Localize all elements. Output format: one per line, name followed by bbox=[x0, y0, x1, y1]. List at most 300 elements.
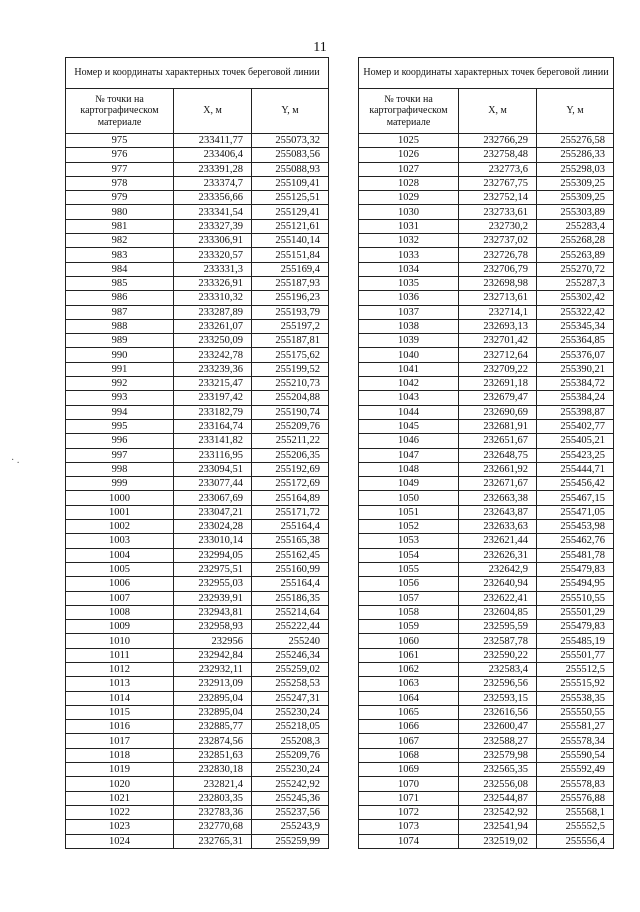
point-number-cell: 1003 bbox=[66, 534, 174, 548]
table-row bbox=[359, 677, 614, 691]
table-row bbox=[359, 391, 614, 405]
y-coordinate-cell: 255515,92 bbox=[537, 677, 614, 691]
x-coordinate-cell: 232955,03 bbox=[174, 577, 252, 591]
y-coordinate-cell: 255197,2 bbox=[252, 319, 329, 333]
x-coordinate-cell: 232773,6 bbox=[459, 162, 537, 176]
y-coordinate-cell: 255453,98 bbox=[537, 520, 614, 534]
x-coordinate-cell: 232932,11 bbox=[174, 662, 252, 676]
table-row bbox=[66, 720, 329, 734]
x-coordinate-cell: 232583,4 bbox=[459, 662, 537, 676]
y-coordinate-cell: 255109,41 bbox=[252, 176, 329, 190]
point-number-cell: 1050 bbox=[359, 491, 459, 505]
x-coordinate-cell: 233215,47 bbox=[174, 377, 252, 391]
column-header-x: X, м bbox=[459, 89, 537, 134]
table-row bbox=[359, 348, 614, 362]
x-coordinate-cell: 232595,59 bbox=[459, 620, 537, 634]
table-row bbox=[359, 291, 614, 305]
y-coordinate-cell: 255485,19 bbox=[537, 634, 614, 648]
y-coordinate-cell: 255214,64 bbox=[252, 605, 329, 619]
table-row bbox=[359, 577, 614, 591]
table-row bbox=[359, 219, 614, 233]
x-coordinate-cell: 232544,87 bbox=[459, 791, 537, 805]
y-coordinate-cell: 255160,99 bbox=[252, 562, 329, 576]
x-coordinate-cell: 232994,05 bbox=[174, 548, 252, 562]
table-row bbox=[66, 205, 329, 219]
y-coordinate-cell: 255186,35 bbox=[252, 591, 329, 605]
coordinates-table-right bbox=[358, 57, 614, 849]
y-coordinate-cell: 255237,56 bbox=[252, 805, 329, 819]
x-coordinate-cell: 233116,95 bbox=[174, 448, 252, 462]
y-coordinate-cell: 255218,05 bbox=[252, 720, 329, 734]
table-row bbox=[66, 334, 329, 348]
x-coordinate-cell: 232943,81 bbox=[174, 605, 252, 619]
y-coordinate-cell: 255578,83 bbox=[537, 777, 614, 791]
x-coordinate-cell: 232648,75 bbox=[459, 448, 537, 462]
y-coordinate-cell: 255210,73 bbox=[252, 377, 329, 391]
point-number-cell: 1011 bbox=[66, 648, 174, 662]
table-row bbox=[359, 448, 614, 462]
y-coordinate-cell: 255151,84 bbox=[252, 248, 329, 262]
x-coordinate-cell: 233094,51 bbox=[174, 462, 252, 476]
x-coordinate-cell: 232588,27 bbox=[459, 734, 537, 748]
y-coordinate-cell: 255129,41 bbox=[252, 205, 329, 219]
x-coordinate-cell: 232633,63 bbox=[459, 520, 537, 534]
table-row bbox=[66, 520, 329, 534]
point-number-cell: 1040 bbox=[359, 348, 459, 362]
y-coordinate-cell: 255196,23 bbox=[252, 291, 329, 305]
y-coordinate-cell: 255286,33 bbox=[537, 148, 614, 162]
point-number-cell: 1048 bbox=[359, 462, 459, 476]
y-coordinate-cell: 255268,28 bbox=[537, 234, 614, 248]
y-coordinate-cell: 255193,79 bbox=[252, 305, 329, 319]
point-number-cell: 1009 bbox=[66, 620, 174, 634]
point-number-cell: 1045 bbox=[359, 419, 459, 433]
x-coordinate-cell: 232593,15 bbox=[459, 691, 537, 705]
point-number-cell: 990 bbox=[66, 348, 174, 362]
table-row bbox=[66, 391, 329, 405]
point-number-cell: 1038 bbox=[359, 319, 459, 333]
y-coordinate-cell: 255390,21 bbox=[537, 362, 614, 376]
y-coordinate-cell: 255259,99 bbox=[252, 834, 329, 848]
table-row bbox=[66, 634, 329, 648]
x-coordinate-cell: 233326,91 bbox=[174, 276, 252, 290]
table-row bbox=[359, 777, 614, 791]
point-number-cell: 1057 bbox=[359, 591, 459, 605]
y-coordinate-cell: 255164,89 bbox=[252, 491, 329, 505]
point-number-cell: 1020 bbox=[66, 777, 174, 791]
point-number-cell: 980 bbox=[66, 205, 174, 219]
x-coordinate-cell: 232519,02 bbox=[459, 834, 537, 848]
x-coordinate-cell: 232541,94 bbox=[459, 820, 537, 834]
table-row bbox=[359, 276, 614, 290]
x-coordinate-cell: 232885,77 bbox=[174, 720, 252, 734]
x-coordinate-cell: 232579,98 bbox=[459, 748, 537, 762]
table-row bbox=[359, 634, 614, 648]
point-number-cell: 1073 bbox=[359, 820, 459, 834]
x-coordinate-cell: 232565,35 bbox=[459, 763, 537, 777]
table-row bbox=[66, 191, 329, 205]
point-number-cell: 987 bbox=[66, 305, 174, 319]
x-coordinate-cell: 232651,67 bbox=[459, 434, 537, 448]
y-coordinate-cell: 255121,61 bbox=[252, 219, 329, 233]
x-coordinate-cell: 232671,67 bbox=[459, 477, 537, 491]
x-coordinate-cell: 233261,07 bbox=[174, 319, 252, 333]
scan-mark: · . bbox=[11, 455, 20, 466]
table-row bbox=[359, 334, 614, 348]
y-coordinate-cell: 255088,93 bbox=[252, 162, 329, 176]
x-coordinate-cell: 233182,79 bbox=[174, 405, 252, 419]
point-number-cell: 1047 bbox=[359, 448, 459, 462]
point-number-cell: 1067 bbox=[359, 734, 459, 748]
table-row bbox=[359, 763, 614, 777]
y-coordinate-cell: 255471,05 bbox=[537, 505, 614, 519]
y-coordinate-cell: 255481,78 bbox=[537, 548, 614, 562]
y-coordinate-cell: 255398,87 bbox=[537, 405, 614, 419]
y-coordinate-cell: 255303,89 bbox=[537, 205, 614, 219]
table-row bbox=[359, 591, 614, 605]
point-number-cell: 1030 bbox=[359, 205, 459, 219]
x-coordinate-cell: 232663,38 bbox=[459, 491, 537, 505]
y-coordinate-cell: 255592,49 bbox=[537, 763, 614, 777]
table-row bbox=[66, 148, 329, 162]
x-coordinate-cell: 232661,92 bbox=[459, 462, 537, 476]
column-header-point: № точки на картографическом материале bbox=[359, 89, 459, 134]
y-coordinate-cell: 255169,4 bbox=[252, 262, 329, 276]
point-number-cell: 994 bbox=[66, 405, 174, 419]
table-row bbox=[66, 791, 329, 805]
table-row bbox=[359, 176, 614, 190]
y-coordinate-cell: 255206,35 bbox=[252, 448, 329, 462]
y-coordinate-cell: 255556,4 bbox=[537, 834, 614, 848]
x-coordinate-cell: 232730,2 bbox=[459, 219, 537, 233]
y-coordinate-cell: 255512,5 bbox=[537, 662, 614, 676]
x-coordinate-cell: 232706,79 bbox=[459, 262, 537, 276]
point-number-cell: 1037 bbox=[359, 305, 459, 319]
point-number-cell: 1021 bbox=[66, 791, 174, 805]
point-number-cell: 1061 bbox=[359, 648, 459, 662]
y-coordinate-cell: 255187,93 bbox=[252, 276, 329, 290]
y-coordinate-cell: 255402,77 bbox=[537, 419, 614, 433]
point-number-cell: 1033 bbox=[359, 248, 459, 262]
table-row bbox=[359, 705, 614, 719]
point-number-cell: 1068 bbox=[359, 748, 459, 762]
x-coordinate-cell: 232737,02 bbox=[459, 234, 537, 248]
table-row bbox=[66, 434, 329, 448]
y-coordinate-cell: 255322,42 bbox=[537, 305, 614, 319]
x-coordinate-cell: 232616,56 bbox=[459, 705, 537, 719]
point-number-cell: 999 bbox=[66, 477, 174, 491]
y-coordinate-cell: 255568,1 bbox=[537, 805, 614, 819]
table-row bbox=[359, 377, 614, 391]
x-coordinate-cell: 232770,68 bbox=[174, 820, 252, 834]
y-coordinate-cell: 255462,76 bbox=[537, 534, 614, 548]
x-coordinate-cell: 232758,48 bbox=[459, 148, 537, 162]
point-number-cell: 1022 bbox=[66, 805, 174, 819]
y-coordinate-cell: 255172,69 bbox=[252, 477, 329, 491]
table-row bbox=[66, 262, 329, 276]
table-row bbox=[359, 248, 614, 262]
y-coordinate-cell: 255345,34 bbox=[537, 319, 614, 333]
point-number-cell: 1054 bbox=[359, 548, 459, 562]
point-number-cell: 1027 bbox=[359, 162, 459, 176]
y-coordinate-cell: 255211,22 bbox=[252, 434, 329, 448]
y-coordinate-cell: 255230,24 bbox=[252, 705, 329, 719]
x-coordinate-cell: 233356,66 bbox=[174, 191, 252, 205]
x-coordinate-cell: 232765,31 bbox=[174, 834, 252, 848]
table-row bbox=[359, 205, 614, 219]
y-coordinate-cell: 255444,71 bbox=[537, 462, 614, 476]
y-coordinate-cell: 255590,54 bbox=[537, 748, 614, 762]
x-coordinate-cell: 232590,22 bbox=[459, 648, 537, 662]
x-coordinate-cell: 232821,4 bbox=[174, 777, 252, 791]
x-coordinate-cell: 232733,61 bbox=[459, 205, 537, 219]
point-number-cell: 1042 bbox=[359, 377, 459, 391]
y-coordinate-cell: 255165,38 bbox=[252, 534, 329, 548]
x-coordinate-cell: 232712,64 bbox=[459, 348, 537, 362]
table-row bbox=[359, 405, 614, 419]
table-row bbox=[66, 348, 329, 362]
table-row bbox=[359, 691, 614, 705]
point-number-cell: 1034 bbox=[359, 262, 459, 276]
point-number-cell: 1043 bbox=[359, 391, 459, 405]
table-row bbox=[66, 748, 329, 762]
y-coordinate-cell: 255276,58 bbox=[537, 134, 614, 148]
table-row bbox=[66, 591, 329, 605]
table-row bbox=[359, 305, 614, 319]
point-number-cell: 997 bbox=[66, 448, 174, 462]
x-coordinate-cell: 233164,74 bbox=[174, 419, 252, 433]
y-coordinate-cell: 255164,4 bbox=[252, 577, 329, 591]
table-row bbox=[66, 677, 329, 691]
table-row bbox=[359, 620, 614, 634]
x-coordinate-cell: 232783,36 bbox=[174, 805, 252, 819]
y-coordinate-cell: 255240 bbox=[252, 634, 329, 648]
table-row bbox=[359, 148, 614, 162]
table-row bbox=[359, 648, 614, 662]
table-row bbox=[66, 548, 329, 562]
table-row bbox=[66, 562, 329, 576]
y-coordinate-cell: 255376,07 bbox=[537, 348, 614, 362]
point-number-cell: 978 bbox=[66, 176, 174, 190]
table-row bbox=[66, 805, 329, 819]
y-coordinate-cell: 255467,15 bbox=[537, 491, 614, 505]
y-coordinate-cell: 255243,9 bbox=[252, 820, 329, 834]
x-coordinate-cell: 232766,29 bbox=[459, 134, 537, 148]
x-coordinate-cell: 233406,4 bbox=[174, 148, 252, 162]
table-row bbox=[359, 434, 614, 448]
point-number-cell: 1074 bbox=[359, 834, 459, 848]
table-row bbox=[359, 534, 614, 548]
x-coordinate-cell: 232895,04 bbox=[174, 691, 252, 705]
table-row bbox=[359, 562, 614, 576]
y-coordinate-cell: 255550,55 bbox=[537, 705, 614, 719]
table-row bbox=[359, 191, 614, 205]
x-coordinate-cell: 232604,85 bbox=[459, 605, 537, 619]
x-coordinate-cell: 233141,82 bbox=[174, 434, 252, 448]
x-coordinate-cell: 233310,32 bbox=[174, 291, 252, 305]
y-coordinate-cell: 255208,3 bbox=[252, 734, 329, 748]
table-row bbox=[66, 419, 329, 433]
table-row bbox=[359, 362, 614, 376]
x-coordinate-cell: 233010,14 bbox=[174, 534, 252, 548]
y-coordinate-cell: 255083,56 bbox=[252, 148, 329, 162]
point-number-cell: 1072 bbox=[359, 805, 459, 819]
point-number-cell: 998 bbox=[66, 462, 174, 476]
y-coordinate-cell: 255283,4 bbox=[537, 219, 614, 233]
table-row bbox=[66, 477, 329, 491]
table-row bbox=[66, 605, 329, 619]
point-number-cell: 1059 bbox=[359, 620, 459, 634]
y-coordinate-cell: 255309,25 bbox=[537, 176, 614, 190]
x-coordinate-cell: 232622,41 bbox=[459, 591, 537, 605]
y-coordinate-cell: 255576,88 bbox=[537, 791, 614, 805]
table-row bbox=[359, 820, 614, 834]
point-number-cell: 1016 bbox=[66, 720, 174, 734]
y-coordinate-cell: 255456,42 bbox=[537, 477, 614, 491]
x-coordinate-cell: 232679,47 bbox=[459, 391, 537, 405]
table-row bbox=[66, 691, 329, 705]
point-number-cell: 1062 bbox=[359, 662, 459, 676]
point-number-cell: 1058 bbox=[359, 605, 459, 619]
x-coordinate-cell: 232726,78 bbox=[459, 248, 537, 262]
point-number-cell: 1063 bbox=[359, 677, 459, 691]
table-row bbox=[359, 462, 614, 476]
column-header-x: X, м bbox=[174, 89, 252, 134]
x-coordinate-cell: 232626,31 bbox=[459, 548, 537, 562]
x-coordinate-cell: 232956 bbox=[174, 634, 252, 648]
point-number-cell: 1049 bbox=[359, 477, 459, 491]
y-coordinate-cell: 255298,03 bbox=[537, 162, 614, 176]
x-coordinate-cell: 232939,91 bbox=[174, 591, 252, 605]
x-coordinate-cell: 232942,84 bbox=[174, 648, 252, 662]
point-number-cell: 1001 bbox=[66, 505, 174, 519]
column-header-point: № точки на картографическом материале bbox=[66, 89, 174, 134]
x-coordinate-cell: 232600,47 bbox=[459, 720, 537, 734]
table-row bbox=[66, 377, 329, 391]
y-coordinate-cell: 255479,83 bbox=[537, 620, 614, 634]
point-number-cell: 1018 bbox=[66, 748, 174, 762]
x-coordinate-cell: 232851,63 bbox=[174, 748, 252, 762]
point-number-cell: 1017 bbox=[66, 734, 174, 748]
x-coordinate-cell: 233391,28 bbox=[174, 162, 252, 176]
point-number-cell: 1044 bbox=[359, 405, 459, 419]
x-coordinate-cell: 233287,89 bbox=[174, 305, 252, 319]
x-coordinate-cell: 233374,7 bbox=[174, 176, 252, 190]
x-coordinate-cell: 232643,87 bbox=[459, 505, 537, 519]
table-row bbox=[359, 491, 614, 505]
point-number-cell: 986 bbox=[66, 291, 174, 305]
x-coordinate-cell: 232752,14 bbox=[459, 191, 537, 205]
table-row bbox=[66, 305, 329, 319]
table-row bbox=[66, 276, 329, 290]
x-coordinate-cell: 233239,36 bbox=[174, 362, 252, 376]
point-number-cell: 984 bbox=[66, 262, 174, 276]
x-coordinate-cell: 232913,09 bbox=[174, 677, 252, 691]
point-number-cell: 981 bbox=[66, 219, 174, 233]
x-coordinate-cell: 232895,04 bbox=[174, 705, 252, 719]
table-row bbox=[66, 462, 329, 476]
point-number-cell: 1056 bbox=[359, 577, 459, 591]
table-row bbox=[66, 219, 329, 233]
x-coordinate-cell: 233077,44 bbox=[174, 477, 252, 491]
point-number-cell: 988 bbox=[66, 319, 174, 333]
x-coordinate-cell: 232701,42 bbox=[459, 334, 537, 348]
y-coordinate-cell: 255242,92 bbox=[252, 777, 329, 791]
y-coordinate-cell: 255204,88 bbox=[252, 391, 329, 405]
table-row bbox=[66, 134, 329, 148]
x-coordinate-cell: 233067,69 bbox=[174, 491, 252, 505]
y-coordinate-cell: 255302,42 bbox=[537, 291, 614, 305]
table-row bbox=[359, 734, 614, 748]
x-coordinate-cell: 233327,39 bbox=[174, 219, 252, 233]
point-number-cell: 1005 bbox=[66, 562, 174, 576]
table-row bbox=[66, 820, 329, 834]
table-row bbox=[359, 791, 614, 805]
table-row bbox=[66, 491, 329, 505]
y-coordinate-cell: 255364,85 bbox=[537, 334, 614, 348]
table-row bbox=[66, 362, 329, 376]
y-coordinate-cell: 255501,29 bbox=[537, 605, 614, 619]
point-number-cell: 1069 bbox=[359, 763, 459, 777]
column-header-y: Y, м bbox=[252, 89, 329, 134]
x-coordinate-cell: 233024,28 bbox=[174, 520, 252, 534]
point-number-cell: 1002 bbox=[66, 520, 174, 534]
x-coordinate-cell: 232803,35 bbox=[174, 791, 252, 805]
point-number-cell: 982 bbox=[66, 234, 174, 248]
x-coordinate-cell: 233331,3 bbox=[174, 262, 252, 276]
x-coordinate-cell: 232621,44 bbox=[459, 534, 537, 548]
point-number-cell: 1028 bbox=[359, 176, 459, 190]
table-row bbox=[66, 534, 329, 548]
x-coordinate-cell: 232681,91 bbox=[459, 419, 537, 433]
point-number-cell: 1070 bbox=[359, 777, 459, 791]
table-row bbox=[359, 605, 614, 619]
point-number-cell: 1014 bbox=[66, 691, 174, 705]
y-coordinate-cell: 255263,89 bbox=[537, 248, 614, 262]
y-coordinate-cell: 255245,36 bbox=[252, 791, 329, 805]
y-coordinate-cell: 255209,76 bbox=[252, 748, 329, 762]
x-coordinate-cell: 233242,78 bbox=[174, 348, 252, 362]
y-coordinate-cell: 255258,53 bbox=[252, 677, 329, 691]
point-number-cell: 1052 bbox=[359, 520, 459, 534]
x-coordinate-cell: 232767,75 bbox=[459, 176, 537, 190]
point-number-cell: 1066 bbox=[359, 720, 459, 734]
point-number-cell: 1031 bbox=[359, 219, 459, 233]
x-coordinate-cell: 232587,78 bbox=[459, 634, 537, 648]
point-number-cell: 1055 bbox=[359, 562, 459, 576]
point-number-cell: 1019 bbox=[66, 763, 174, 777]
table-row bbox=[66, 763, 329, 777]
y-coordinate-cell: 255479,83 bbox=[537, 562, 614, 576]
table-row bbox=[359, 748, 614, 762]
table-row bbox=[359, 720, 614, 734]
table-row bbox=[359, 805, 614, 819]
point-number-cell: 1036 bbox=[359, 291, 459, 305]
y-coordinate-cell: 255073,32 bbox=[252, 134, 329, 148]
point-number-cell: 1010 bbox=[66, 634, 174, 648]
point-number-cell: 1007 bbox=[66, 591, 174, 605]
table-row bbox=[359, 234, 614, 248]
y-coordinate-cell: 255552,5 bbox=[537, 820, 614, 834]
table-row bbox=[66, 705, 329, 719]
table-row bbox=[359, 262, 614, 276]
table-row bbox=[359, 834, 614, 848]
y-coordinate-cell: 255384,24 bbox=[537, 391, 614, 405]
x-coordinate-cell: 232830,18 bbox=[174, 763, 252, 777]
point-number-cell: 976 bbox=[66, 148, 174, 162]
point-number-cell: 1026 bbox=[359, 148, 459, 162]
x-coordinate-cell: 233341,54 bbox=[174, 205, 252, 219]
